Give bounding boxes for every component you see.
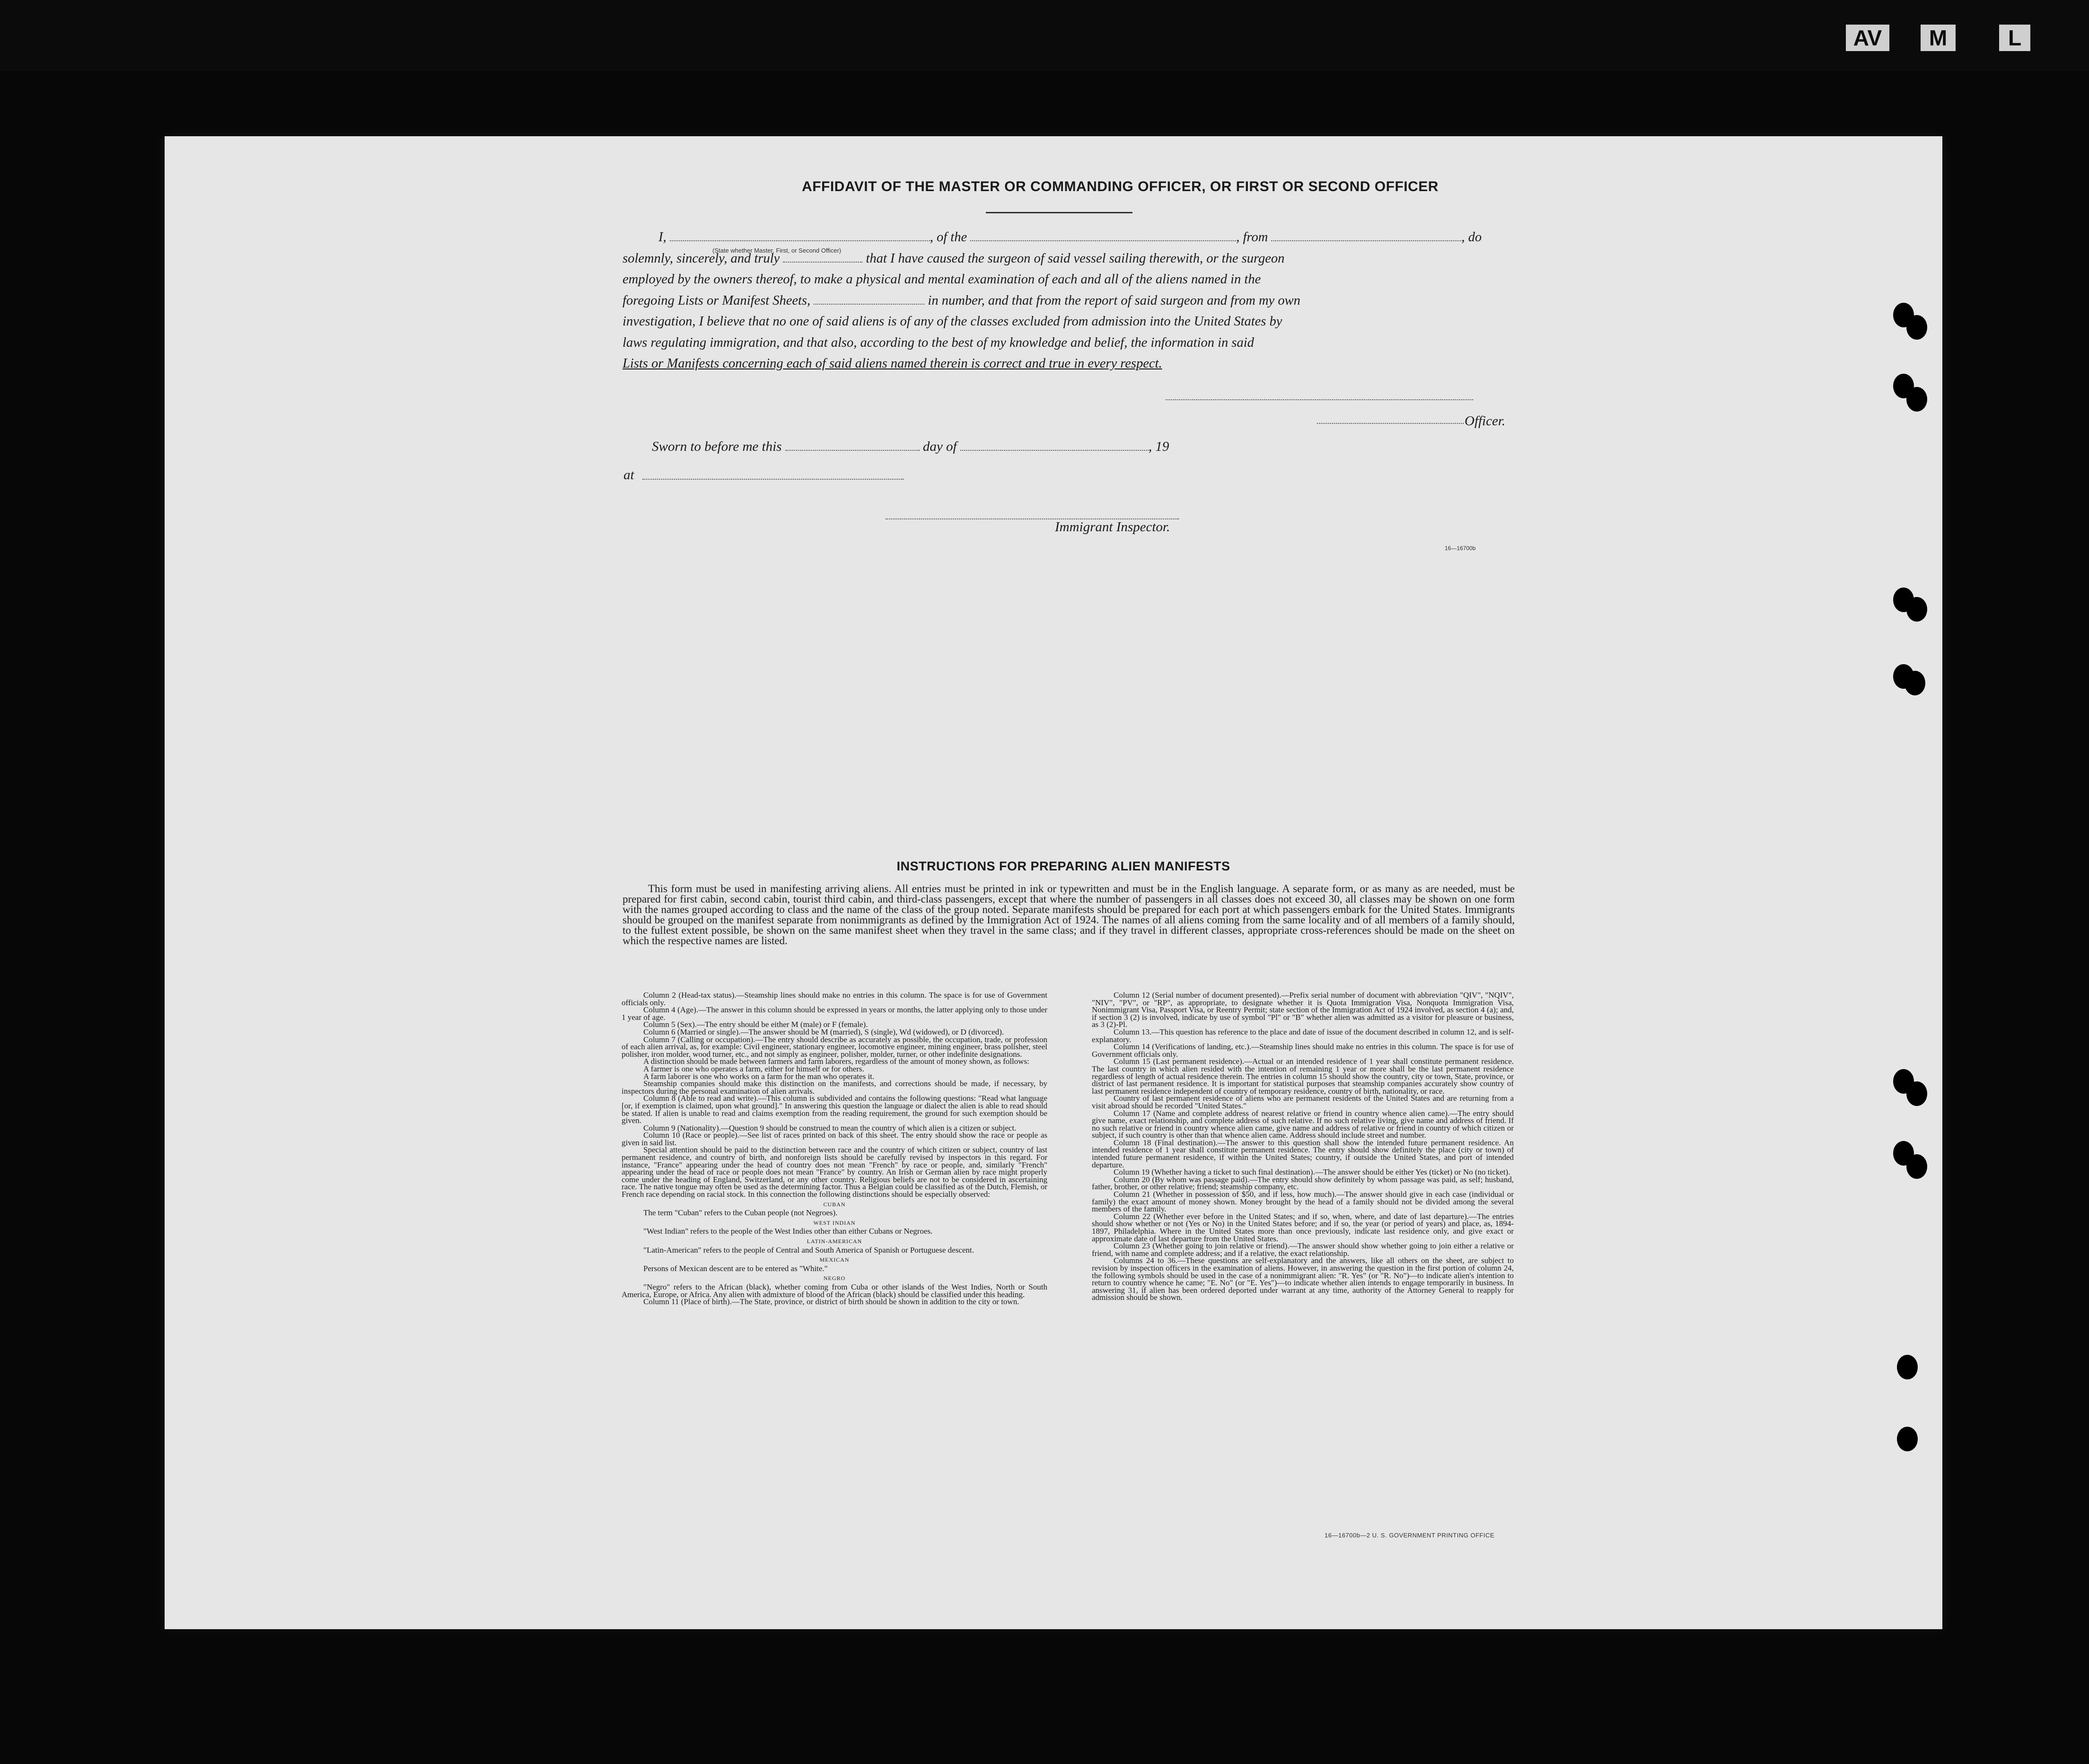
affidavit-title: AFFIDAVIT OF THE MASTER OR COMMANDING OFFICER, OR FIRST OR SECOND OFFICER [802, 179, 1439, 194]
affidavit-line2b: that I have caused the surgeon of said vessel sailing therewith, or the surgeon [866, 251, 1285, 266]
instruction-item: "Negro" refers to the African (black), whether coming from Cuba or other islands of the West Indies, North or South America, Europe, or Africa. Any alien with admixture of blood of the African (black) should be classified under this heading. [622, 1282, 1047, 1299]
sworn-label: Sworn to before me this [652, 439, 782, 454]
instruction-item: Steamship companies should make this distinction on the manifests, and corrections should be made, if necessary, by inspectors during the personal examination of alien arrivals. [622, 1079, 1047, 1096]
instruction-item: Columns 24 to 36.—These questions are self-explanatory and the answers, like all others on the sheet, are subject to revision by inspection officers in the examination of aliens. However, in answering the question in the first portion of column 24, the following symbols should be used in the case of a nonimmigrant alien: "R. Yes" (or "R. No")—to indicate alien's intention to return to country whence he came; "E. No" (or "E. Yes")—to indicate whether alien intends to engage temporarily in business. In answering 31, if alien has been ordered deported under warrant at any time, authority of the Attorney General to reapply for admission should be shown. [1092, 1256, 1514, 1302]
instruction-item: The term "Cuban" refers to the Cuban people (not Negroes). [643, 1208, 838, 1218]
form-code: 16—16700b [1445, 545, 1476, 552]
at-label: at [623, 467, 634, 483]
affidavit-line2a: solemnly, sincerely, and truly [623, 251, 780, 266]
affidavit-line4b: in number, and that from the report of said surgeon and from my own [928, 293, 1300, 308]
affidavit-i: I, [658, 230, 667, 245]
section-heading-mexican: MEXICAN [819, 1256, 850, 1264]
instruction-item: Column 6 (Married or single).—The answer should be M (married), S (single), Wd (widowed), or D (divorced). [643, 1027, 1004, 1036]
instruction-item: Column 9 (Nationality).—Question 9 should be construed to mean the country of which alien is a citizen or subject. [643, 1123, 1017, 1132]
film-mark-m: M [1921, 25, 1956, 51]
instruction-item: Column 13.—This question has reference to the place and date of issue of the document described in column 12, and is self-explanatory. [1092, 1027, 1514, 1044]
day-of-label: day of [922, 439, 957, 454]
sworn-day-blank [785, 439, 920, 451]
instruction-item: Column 8 (Able to read and write).—This column is subdivided and contains the following questions: "Read what language [or, if exemption is claimed, upon what ground]." In answering this question the language or dialect the alien is able to read should be stated. If alien is unable to read and claims exemption from the reading requirement, the ground for such exemption should be given. [622, 1094, 1047, 1125]
instruction-item: A distinction should be made between farmers and farm laborers, regardless of the amount of money shown, as follows: [643, 1057, 1029, 1066]
instruction-item: Persons of Mexican descent are to be entered as "White." [643, 1264, 828, 1273]
officer-label: Officer. [1465, 413, 1506, 429]
film-mark-av: AV [1846, 25, 1889, 51]
film-border-top [0, 0, 2089, 71]
instruction-item: Column 23 (Whether going to join relative or friend).—The answer should show whether going to join either a relative or friend, with name and complete address; and if a relative, the exact relationship. [1092, 1241, 1514, 1258]
punch-hole [1906, 597, 1927, 622]
affidavit-of-the: , of the [930, 230, 967, 245]
officer-note: (State whether Master, First, or Second Officer) [712, 247, 842, 254]
section-heading-negro: NEGRO [823, 1275, 846, 1282]
instructions-intro: This form must be used in manifesting arriving aliens. All entries must be printed in ink or typewritten and must be in the English language. A separate form, or as many as are needed, must be prepared for first cabin, second cabin, tourist third cabin, and third-class passengers, except that where the number of passengers in all classes does not exceed 30, all classes may be shown on one form with the names grouped according to class and the name of the class of the group noted. Separate manifests should be prepared for each port at which passengers embark for the United States. Immigrants should be grouped on the manifest separate from nonimmigrants as defined by the Immigration Act of 1924. The names of all aliens coming from the same locality and of all members of a family should, to the fullest extent possible, be shown on the same manifest sheet when they travel in the same class; and if they travel in different classes, appropriate cross-references should be made on the sheet on which the respective names are listed. [623, 883, 1515, 947]
instruction-item: Country of last permanent residence of aliens who are permanent residents of the United States and are returning from a visit abroad should be recorded "United States." [1092, 1094, 1514, 1110]
instruction-item: Column 2 (Head-tax status).—Steamship lines should make no entries in this column. The space is for use of Government officials only. [622, 991, 1047, 1007]
officer-rank-blank [670, 230, 930, 241]
instructions-left-column [622, 992, 1047, 1306]
sworn-line [652, 439, 1169, 455]
affidavit-do: , do [1461, 230, 1482, 245]
instruction-item: Column 12 (Serial number of document presented).—Prefix serial number of document with abbreviation "QIV", "NQIV", "NIV", "PV", or "RP", as appropriate, to designate whether it is Quota Immigration Visa, Nonquota Immigration Visa, Nonimmigrant Visa, Passport Visa, or Reentry Permit; state section of the Immigration Act of 1924 involved, as section 4 (a); and, if section 3 (2) is involved, indicate by use of symbol "Pl" or "B" whether alien was admitted as a visitor for pleasure or business, as 3 (2)-Pl. [1092, 991, 1514, 1029]
instruction-item: Column 21 (Whether in possession of $50, and if less, how much).—The answer should give in each case (individual or family) the exact amount of money shown. Money brought by the head of a family should not be divided among the several members of the family. [1092, 1190, 1514, 1214]
manifest-page [165, 136, 1942, 1629]
section-heading-cuban: CUBAN [823, 1201, 846, 1208]
instruction-item: Column 15 (Last permanent residence).—Actual or an intended residence of 1 year shall constitute permanent residence. The last country in which alien resided with the intention of remaining 1 year or more shall be the last permanent residence regardless of length of actual residence therein. The entries in column 15 should show the country, city or town, State, province, or district of last permanent residence. It is important for statistical purposes that steamship companies accurately show country of last permanent residence independent of country of temporary residence, country of birth, nationality, or race. [1092, 1057, 1514, 1096]
section-heading-latin-american: LATIN-AMERICAN [807, 1238, 862, 1245]
at-blank [642, 479, 904, 480]
port-blank [1271, 230, 1461, 241]
instruction-item: Column 10 (Race or people).—See list of races printed on back of this sheet. The entry should show the race or people as given in said list. [622, 1131, 1047, 1147]
instruction-item: Column 7 (Calling or occupation).—The entry should describe as accurately as possible, the occupation, trade, or profession of each alien arrival, as, for example: Civil engineer, stationary engineer, locomotive engineer, mining engineer, brass polisher, steel polisher, iron molder, wood turner, etc., and not simply as engineer, polisher, molder, turner, or other indefinite designations. [622, 1035, 1047, 1059]
punch-hole [1905, 671, 1925, 695]
instruction-item: Column 17 (Name and complete address of nearest relative or friend in country whence alien came).—The entry should give name, exact relationship, and complete address of such relative. If no such relative living, give name and address of friend. If no such relative or friend in country whence alien came, give name and address of relative or friend in country of which citizen or subject, if such country is other than that whence alien came. Address should include street and number. [1092, 1108, 1514, 1140]
instruction-item: Column 19 (Whether having a ticket to such final destination).—The answer should be either Yes (ticket) or No (no ticket). [1114, 1167, 1510, 1177]
instruction-item: Column 4 (Age).—The answer in this column should be expressed in years or months, the latter applying only to those under 1 year of age. [622, 1005, 1047, 1022]
instruction-item: Column 18 (Final destination).—The answer to this question shall show the intended future permanent residence. An intended residence of 1 year shall constitute permanent residence. The entry should show definitely the place (city or town) of intended future permanent residence, if within the United States; country, if outside the United States, and port of intended departure. [1092, 1138, 1514, 1169]
inspector-label: Immigrant Inspector. [1055, 519, 1170, 535]
film-mark-l: L [1999, 25, 2030, 51]
instruction-item: Column 5 (Sex).—The entry should be either M (male) or F (female). [643, 1020, 868, 1029]
affidavit-line5: investigation, I believe that no one of said aliens is of any of the classes excluded from admission into the United States by [623, 314, 1282, 329]
punch-hole [1897, 1427, 1918, 1451]
instruction-item: Special attention should be paid to the distinction between race and the country of which citizen or subject, country of last permanent residence, and country of birth, and nonforeign lists should be carefully revised by inspectors in this regard. For instance, "France" appearing under the head of country does not mean "French" by race or people, and, similarly "French" appearing under the head of race or people does not mean "France" by country. An Irish or German alien by race might properly come under the heading of England, Switzerland, or any other country. Religious beliefs are not to be considered in ascertaining race. The native tongue may often be used as the determining factor. Thus a Belgian could be classified as of the Dutch, Flemish, or French race depending on racial stock. In this connection the following distinctions should be especially observed: [622, 1145, 1047, 1199]
punch-hole [1906, 1154, 1927, 1179]
officer-signature-line [1166, 399, 1473, 400]
punch-hole [1906, 315, 1927, 340]
instruction-item: "West Indian" refers to the people of the West Indies other than either Cubans or Negroes. [643, 1227, 933, 1236]
printer-footer: 16—16700b—2 U. S. GOVERNMENT PRINTING OFFICE [1325, 1532, 1495, 1539]
instruction-item: Column 14 (Verifications of landing, etc.).—Steamship lines should make no entries in this column. The space is for use of Government officials only. [1092, 1042, 1514, 1059]
year-label: , 19 [1148, 439, 1169, 454]
affidavit-line6: laws regulating immigration, and that also, according to the best of my knowledge and belief, the information in said [623, 335, 1254, 350]
instruction-item: Column 11 (Place of birth).—The State, province, or district of birth should be shown in addition to the city or town. [643, 1297, 1019, 1307]
affidavit-line3: employed by the owners thereof, to make a physical and mental examination of each and all of the aliens named in the [623, 272, 1261, 287]
affidavit-line7: Lists or Manifests concerning each of said aliens named therein is correct and true in every respect. [623, 356, 1162, 371]
punch-hole [1906, 1081, 1927, 1106]
punch-hole [1897, 1355, 1918, 1379]
officer-title-line [1317, 423, 1464, 424]
punch-hole [1906, 387, 1927, 412]
vessel-blank [970, 230, 1236, 241]
instruction-item: Column 20 (By whom was passage paid).—The entry should show definitely by whom passage was paid, as self; husband, father, brother, or other relative; friend; steamship company, etc. [1092, 1175, 1514, 1192]
instructions-title: INSTRUCTIONS FOR PREPARING ALIEN MANIFESTS [896, 859, 1230, 873]
instruction-item: A farm laborer is one who works on a farm for the man who operates it. [643, 1071, 875, 1081]
title-rule [986, 212, 1132, 213]
affidavit-line4a: foregoing Lists or Manifest Sheets, [623, 293, 811, 308]
affidavit-from: , from [1236, 230, 1268, 245]
instruction-item: A farmer is one who operates a farm, either for himself or for others. [643, 1064, 864, 1073]
section-heading-west-indian: WEST INDIAN [813, 1219, 856, 1226]
number-blank [814, 293, 924, 305]
instruction-item: "Latin-American" refers to the people of Central and South America of Spanish or Portuguese descent. [643, 1245, 974, 1255]
sworn-month-blank [960, 439, 1149, 451]
instruction-item: Column 22 (Whether ever before in the United States; and if so, when, where, and date of last departure).—The entries should show whether or not (Yes or No) in the United States before; and if so, the year (or period of years) and place, as, 1894-1897, Philadelphia. Where in the United States more than once previously, indicate last residence only, and give exact or approximate date of last departure from the United States. [1092, 1211, 1514, 1243]
instructions-right-column [1092, 992, 1514, 1301]
